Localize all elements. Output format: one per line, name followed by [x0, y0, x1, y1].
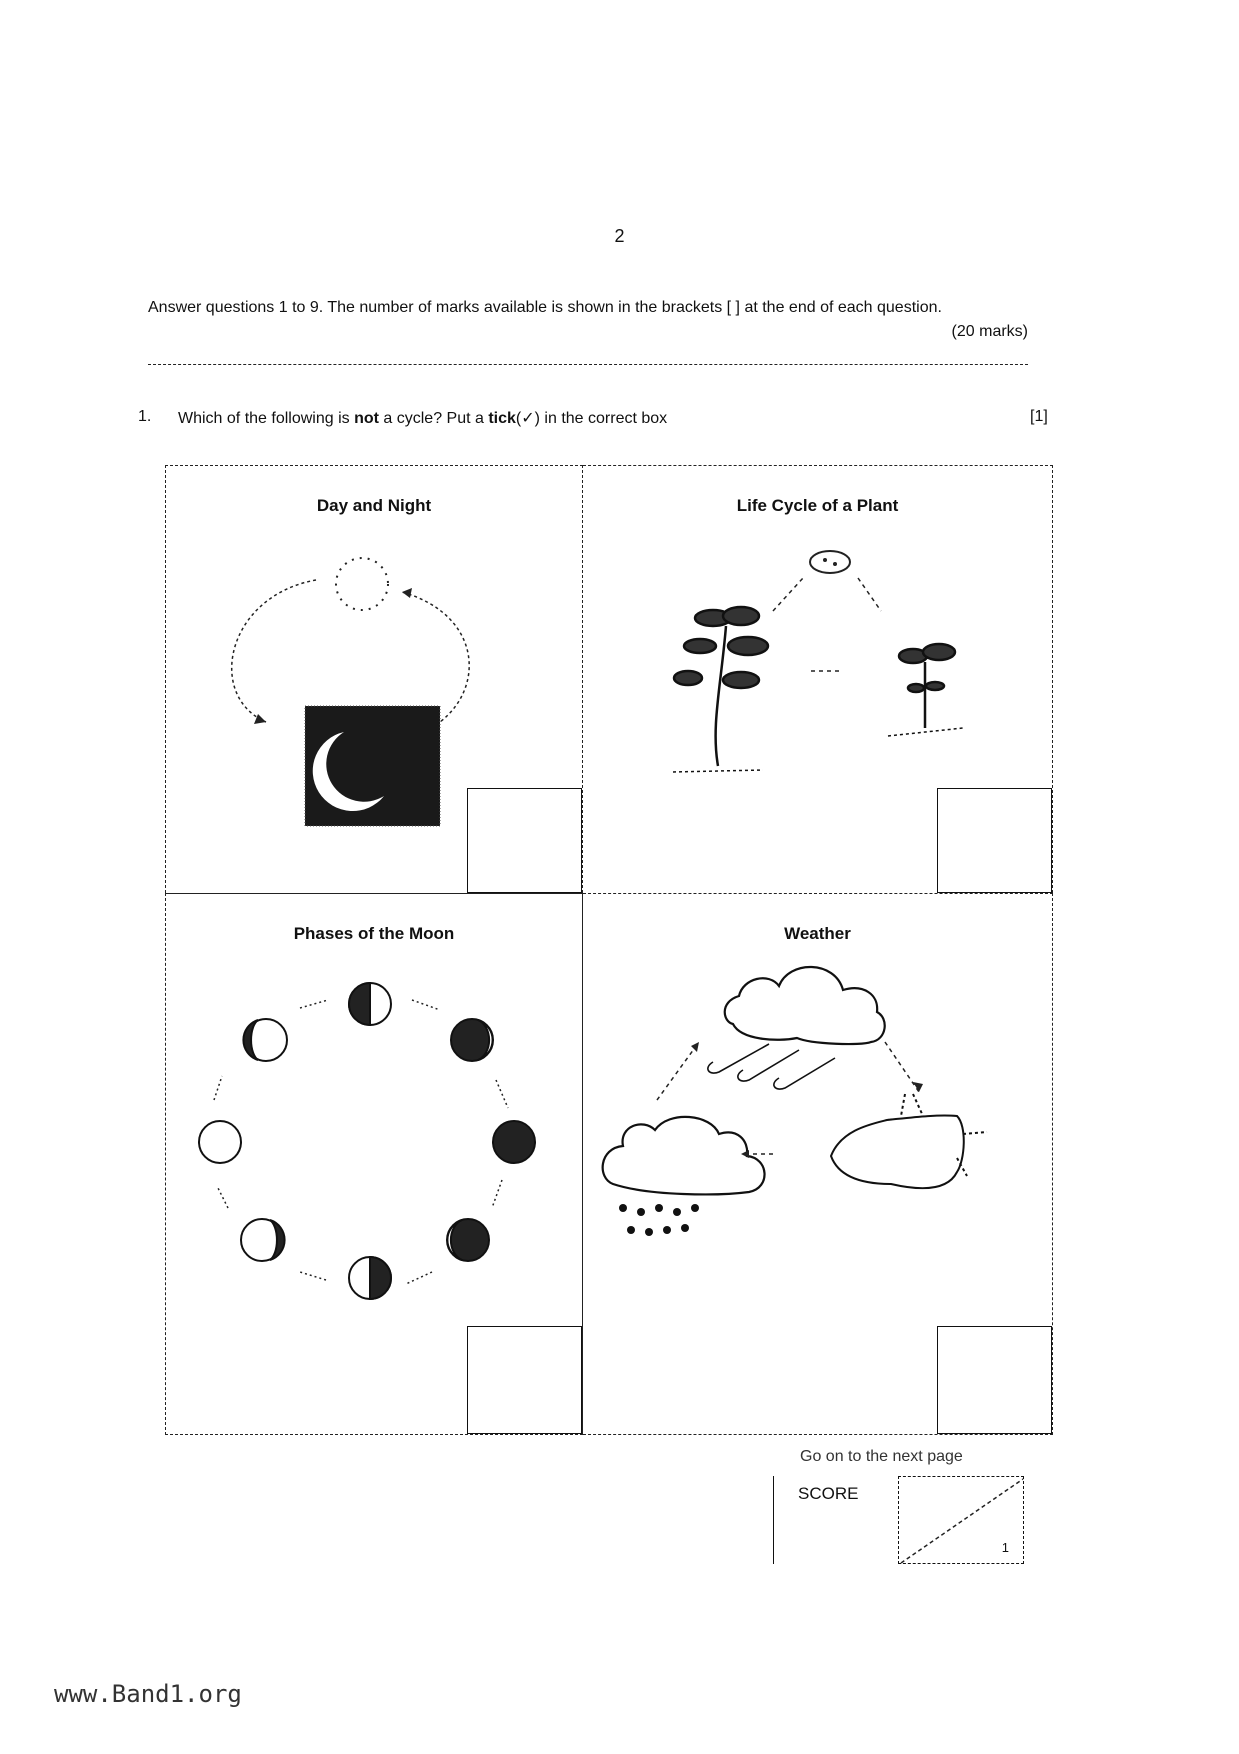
- seedling-icon: [888, 644, 963, 736]
- score-label: SCORE: [798, 1484, 859, 1503]
- question-emphasis-not: not: [354, 410, 379, 427]
- moon-phase-icon: [199, 1121, 241, 1163]
- seed-icon: [810, 551, 850, 573]
- plant-icon: [673, 607, 768, 772]
- rain-cloud-icon: [603, 1117, 765, 1236]
- windy-cloud-icon: [708, 967, 885, 1089]
- question-text-part: a cycle? Put a: [378, 410, 489, 427]
- options-grid: [165, 465, 1053, 1435]
- page-number: 2: [614, 226, 625, 246]
- arrow-seed-to-seedling: [858, 578, 881, 611]
- option-title: Weather: [784, 924, 851, 943]
- answer-box-day-and-night[interactable]: [467, 788, 582, 893]
- moon-phase-icon: [349, 1257, 391, 1299]
- answer-box-phases-of-the-moon[interactable]: [467, 1326, 582, 1434]
- moon-phase-icon: [241, 1219, 285, 1261]
- option-title: Day and Night: [316, 496, 432, 515]
- arrow-sun-to-moon: [232, 580, 316, 722]
- moon-phase-icon: [349, 983, 391, 1025]
- question-marks: [1]: [1030, 408, 1048, 425]
- question-emphasis-tick: tick: [488, 410, 516, 427]
- instructions: [148, 296, 1028, 340]
- moon-phase-icon: [447, 1219, 489, 1261]
- answer-box-life-cycle-of-a-plant[interactable]: [937, 788, 1052, 893]
- next-page-note: Go on to the next page: [800, 1448, 963, 1465]
- question-text-part: Which of the following is: [178, 410, 355, 427]
- score-panel: [773, 1476, 1026, 1564]
- instructions-text: Answer questions 1 to 9. The number of marks available is shown in the brackets [ ] at the end of each question.: [148, 299, 942, 316]
- divider: [148, 364, 1028, 365]
- moon-phase-icon: [493, 1121, 535, 1163]
- option-title: Phases of the Moon: [293, 924, 455, 943]
- sun-icon: [336, 558, 388, 610]
- answer-box-weather[interactable]: [937, 1326, 1052, 1434]
- question-text-part: (✓) in the correct box: [515, 410, 668, 427]
- option-life-cycle-of-a-plant: [583, 465, 1053, 893]
- option-day-and-night: [165, 465, 583, 893]
- arrowhead-icon: [402, 588, 412, 598]
- night-sky-icon: [305, 706, 440, 826]
- moon-phase-icon: [243, 1019, 287, 1061]
- score-total: 1: [1001, 1540, 1009, 1555]
- total-marks: (20 marks): [951, 323, 1028, 340]
- arrow-plant-to-seed: [773, 578, 803, 611]
- option-weather: [583, 893, 1053, 1435]
- watermark: www.Band1.org: [54, 1680, 242, 1708]
- score-box: [898, 1476, 1024, 1564]
- question-number: 1.: [138, 408, 152, 425]
- option-phases-of-the-moon: [165, 893, 583, 1435]
- moon-phase-icon: [451, 1019, 493, 1061]
- option-title: Life Cycle of a Plant: [736, 496, 899, 515]
- question-text: [178, 408, 667, 428]
- sun-behind-cloud-icon: [831, 1094, 987, 1188]
